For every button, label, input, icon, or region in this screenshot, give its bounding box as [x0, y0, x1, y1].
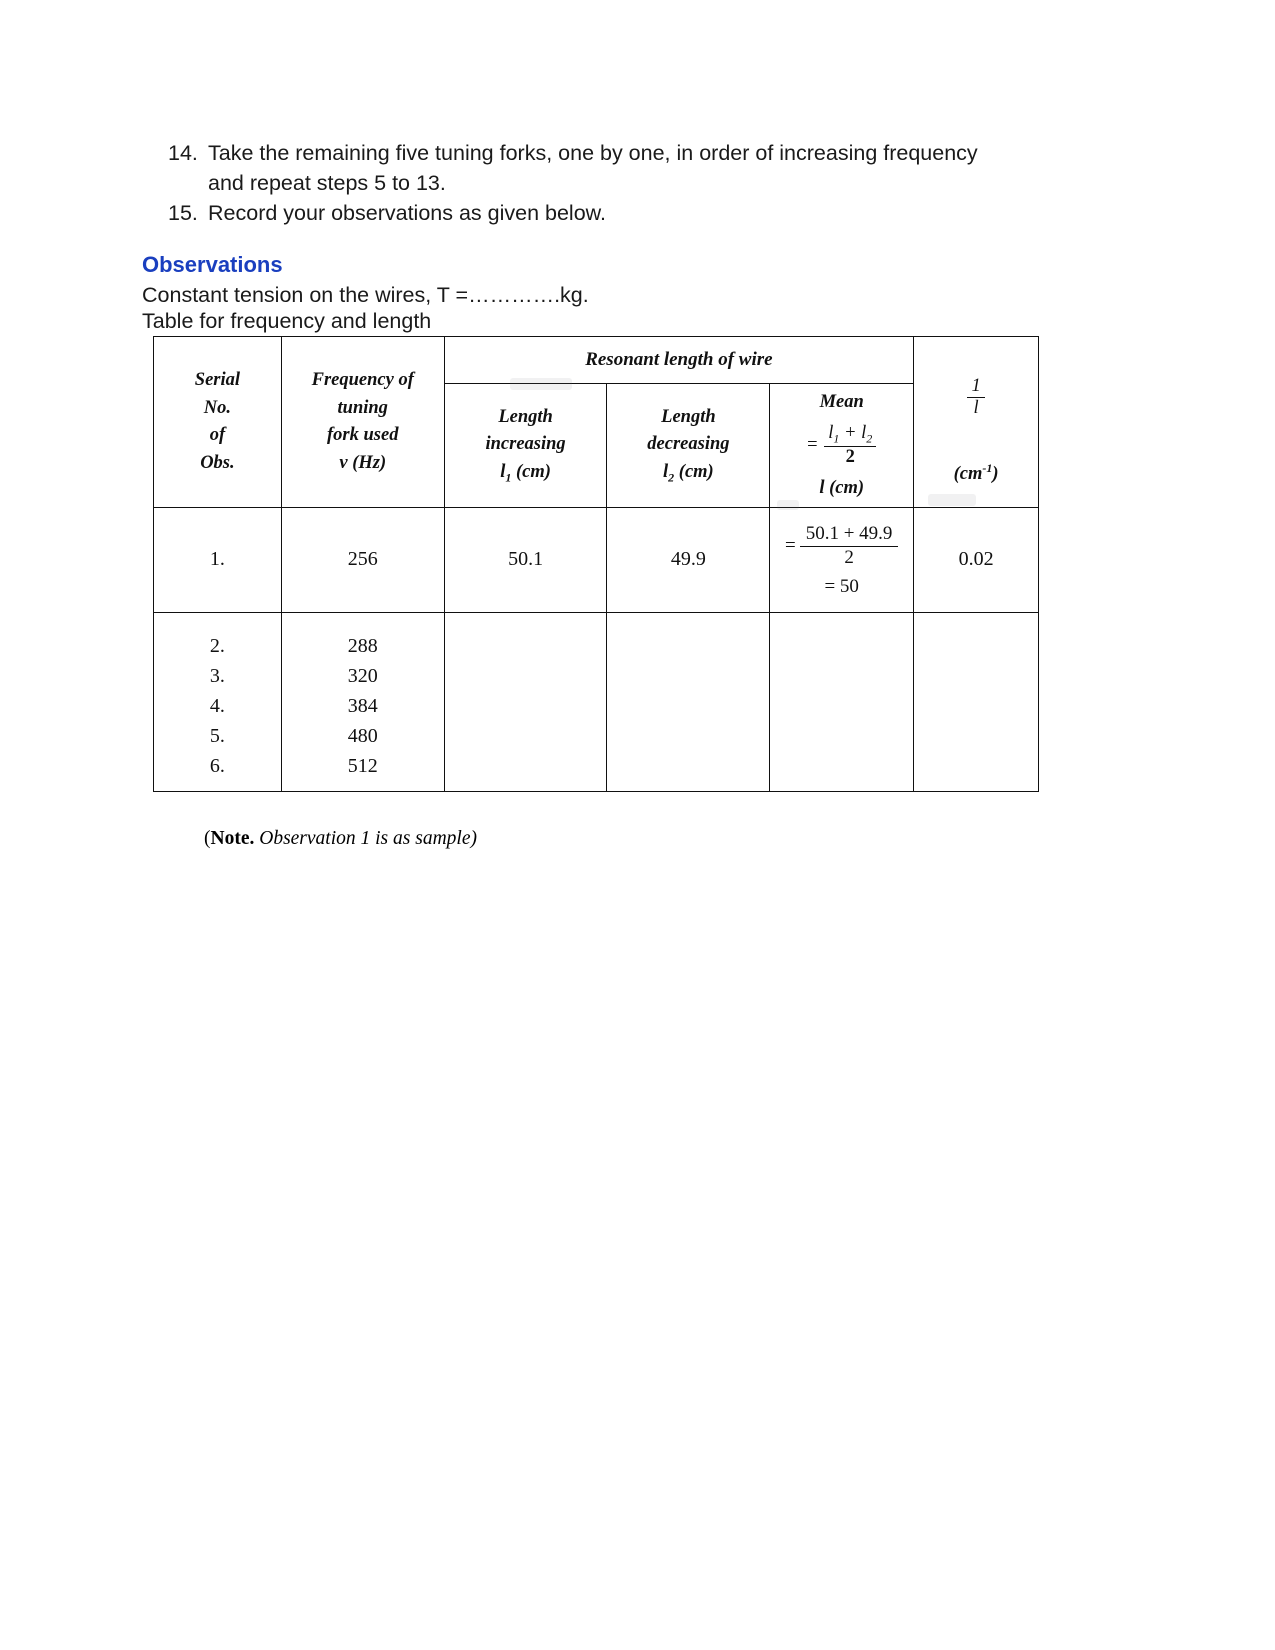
th-inverse-length: $\frac{1}{l}$ $(cm^{-1})$ [914, 337, 1039, 508]
section-heading-observations: Observations [142, 252, 283, 277]
equals-sign: = [784, 534, 796, 556]
cell-serial-list [154, 612, 282, 791]
tension-line: Constant tension on the wires, T =………….kg. [142, 283, 589, 307]
step-text-line2: and repeat steps 5 to 13. [208, 171, 446, 195]
cell-serial: 4. [209, 694, 225, 717]
table-caption: Table for frequency and length [142, 309, 432, 333]
cell-frequency: 512 [347, 754, 378, 777]
mean-result: = 50 [824, 575, 859, 597]
frequency-list [282, 613, 444, 791]
cell-serial: 1. [154, 507, 282, 612]
step-text-line1: Record your observations as given below. [208, 201, 606, 225]
table-rows-block [154, 612, 1039, 791]
cell-length-decreasing-blank [607, 612, 770, 791]
cell-frequency: 256 [281, 507, 444, 612]
mean-calculation [770, 518, 913, 602]
table-row [154, 507, 1039, 612]
cell-frequency: 320 [347, 664, 378, 687]
th-frequency: Frequency of tuning fork used v (Hz) [281, 337, 444, 508]
fraction-l1-plus-l2-over-2: $\frac{l_1 + l_2}{2}$ [824, 424, 876, 468]
cell-frequency-list [281, 612, 444, 791]
cell-mean [770, 507, 914, 612]
step-number: 15. [168, 201, 198, 225]
serial-number-list [154, 613, 281, 791]
th-resonant-length-group: Resonant length of wire [444, 337, 913, 384]
cell-frequency: 480 [347, 724, 378, 747]
list-item [168, 138, 1068, 198]
observation-table-wrapper [153, 336, 1039, 792]
cell-frequency: 384 [347, 694, 378, 717]
cell-serial: 3. [209, 664, 225, 687]
cell-serial: 6. [209, 754, 225, 777]
note-label: Note. [210, 828, 255, 849]
fraction-mean-sample: $\frac{50.1 + 49.9}{2}$ [800, 524, 899, 569]
step-text [208, 138, 1068, 198]
th-mean: Mean = $\frac{l_1 + l_2}{2}$ l (cm) [770, 384, 914, 508]
step-text [208, 198, 1068, 228]
cell-mean-blank [770, 612, 914, 791]
table-header-row-group [154, 337, 1039, 384]
cell-length-increasing-blank [444, 612, 607, 791]
step-number: 14. [168, 141, 198, 165]
th-length-decreasing: Length decreasing $l_2$ (cm) [607, 384, 770, 508]
cell-frequency: 288 [347, 634, 378, 657]
note-text: Observation 1 is as sample) [259, 828, 477, 849]
th-length-increasing: Length increasing $l_1$ (cm) [444, 384, 607, 508]
step-text-line1: Take the remaining five tuning forks, one by one, in order of increasing frequency [208, 141, 978, 165]
cell-inverse-length: 0.02 [914, 507, 1039, 612]
observation-table [153, 336, 1039, 792]
cell-inverse-blank [914, 612, 1039, 791]
table-note: (Note. Observation 1 is as sample) [204, 828, 477, 849]
cell-serial: 2. [209, 634, 225, 657]
th-serial: Serial No. of Obs. [154, 337, 282, 508]
numbered-steps-list [168, 138, 1068, 228]
fraction-one-over-l: $\frac{1}{l}$ [967, 377, 984, 419]
list-item [168, 198, 1068, 228]
cell-length-decreasing: 49.9 [607, 507, 770, 612]
cell-length-increasing: 50.1 [444, 507, 607, 612]
cell-serial: 5. [209, 724, 225, 747]
